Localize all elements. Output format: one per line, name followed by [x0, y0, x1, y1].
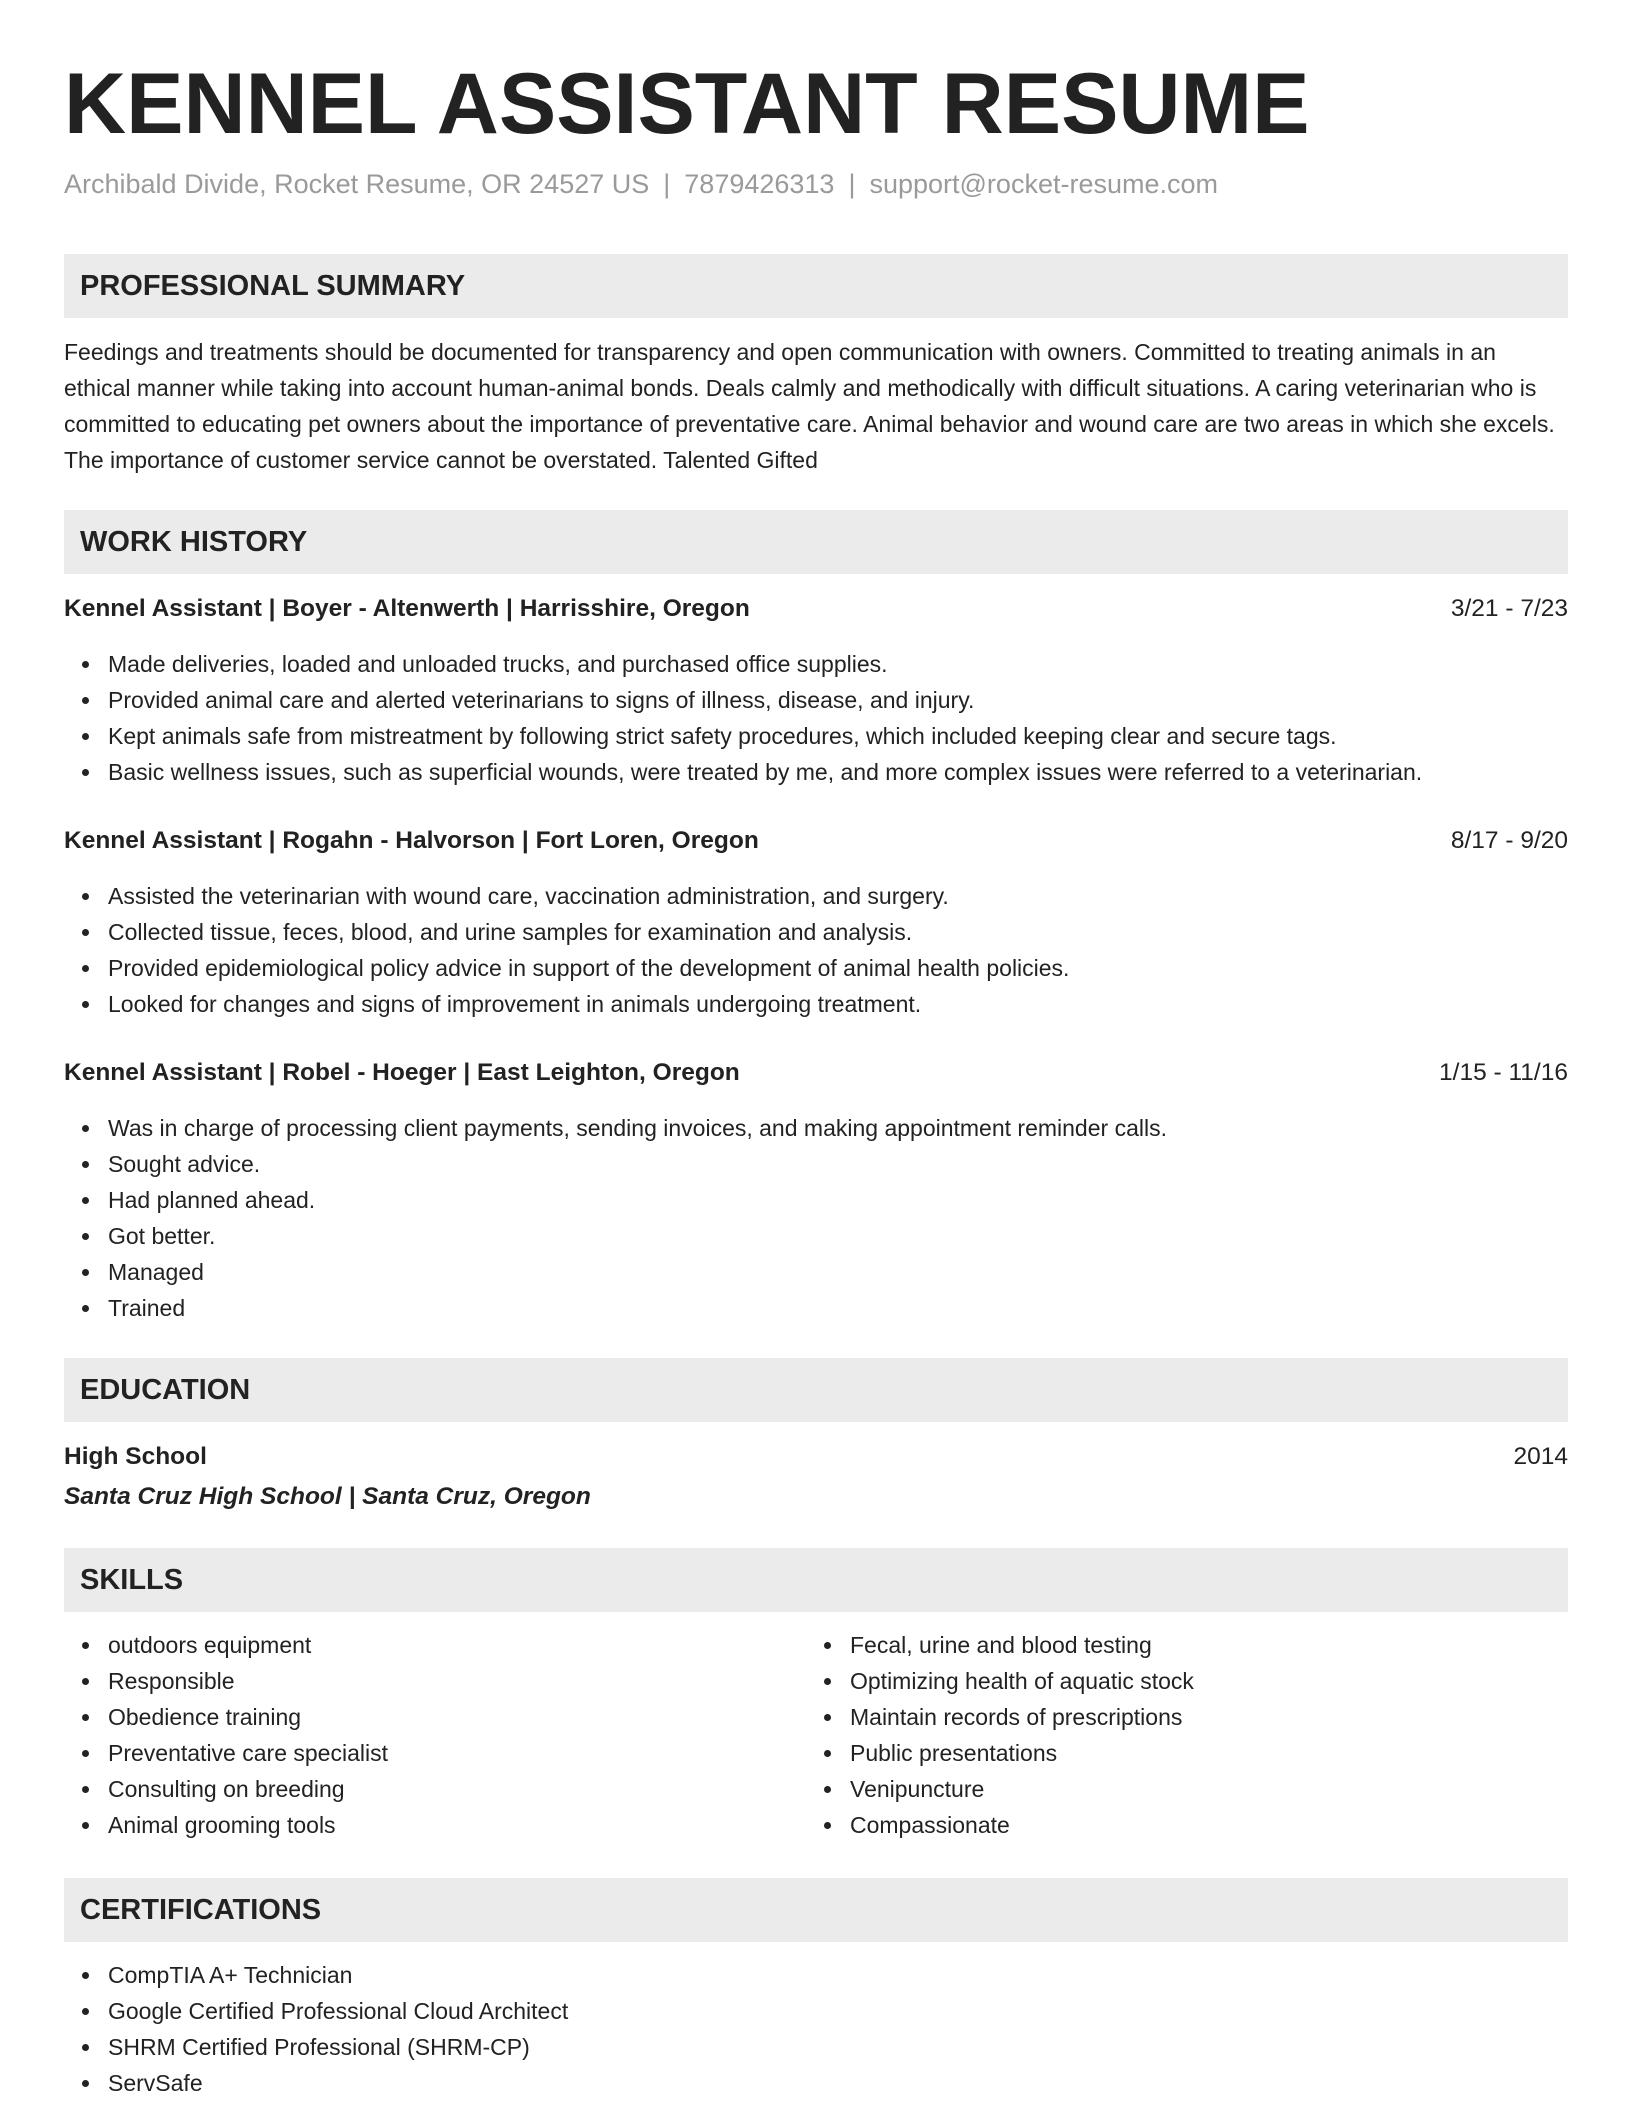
skill-item: Fecal, urine and blood testing — [806, 1627, 1194, 1663]
section-heading-summary: PROFESSIONAL SUMMARY — [64, 254, 1568, 318]
list-item: Kept animals safe from mistreatment by following strict safety procedures, which included keeping clear and secure tags. — [64, 718, 1422, 754]
list-item: Made deliveries, loaded and unloaded trucks, and purchased office supplies. — [64, 646, 1422, 682]
job-bullets — [64, 1110, 1167, 1326]
job-dates: 8/17 - 9/20 — [1450, 827, 1568, 854]
skill-item: Animal grooming tools — [64, 1807, 388, 1843]
section-heading-certifications: CERTIFICATIONS — [64, 1878, 1568, 1942]
list-item: Assisted the veterinarian with wound care, vaccination administration, and surgery. — [64, 878, 1069, 914]
list-item: Basic wellness issues, such as superficial wounds, were treated by me, and more complex issues were referred to a veterinarian. — [64, 754, 1422, 790]
job-bullets — [64, 878, 1069, 1022]
list-item: Sought advice. — [64, 1146, 1167, 1182]
certification-item: Google Certified Professional Cloud Architect — [64, 1993, 568, 2029]
skills-list-right — [806, 1627, 1194, 1843]
list-item: Had planned ahead. — [64, 1182, 1167, 1218]
contact-separator: | — [663, 169, 671, 199]
skill-item: Public presentations — [806, 1735, 1194, 1771]
skill-item: Compassionate — [806, 1807, 1194, 1843]
education-year: 2014 — [1513, 1443, 1568, 1470]
skill-item: Obedience training — [64, 1699, 388, 1735]
job-title: Kennel Assistant | Robel - Hoeger | East Leighton, Oregon — [64, 1059, 740, 1086]
summary-text: Feedings and treatments should be documented for transparency and open communication with owners. Committed to treating animals in an ethical manner while taking into account human-animal bonds. Deals calmly and methodically with difficult situations. A caring veterinarian who is committed to educating pet owners about the importance of preventative care. Animal behavior and wound care are two areas in which she excels. The importance of customer service cannot be overstated. Talented Gifted — [64, 339, 1555, 473]
list-item: Collected tissue, feces, blood, and urine samples for examination and analysis. — [64, 914, 1069, 950]
skill-item: Optimizing health of aquatic stock — [806, 1663, 1194, 1699]
section-heading-work-history: WORK HISTORY — [64, 510, 1568, 574]
education-institution: Santa Cruz High School | Santa Cruz, Oregon — [64, 1483, 591, 1510]
section-heading-education: EDUCATION — [64, 1358, 1568, 1422]
section-heading-skills: SKILLS — [64, 1548, 1568, 1612]
skill-item: Preventative care specialist — [64, 1735, 388, 1771]
list-item: Was in charge of processing client payments, sending invoices, and making appointment reminder calls. — [64, 1110, 1167, 1146]
skill-item: Consulting on breeding — [64, 1771, 388, 1807]
list-item: Provided animal care and alerted veterinarians to signs of illness, disease, and injury. — [64, 682, 1422, 718]
skill-item: Maintain records of prescriptions — [806, 1699, 1194, 1735]
list-item: Provided epidemiological policy advice in support of the development of animal health policies. — [64, 950, 1069, 986]
job-title: Kennel Assistant | Rogahn - Halvorson | Fort Loren, Oregon — [64, 827, 759, 854]
list-item: Managed — [64, 1254, 1167, 1290]
contact-line — [64, 166, 1218, 202]
contact-address: Archibald Divide, Rocket Resume, OR 24527 US — [64, 169, 650, 199]
skills-list-left — [64, 1627, 388, 1843]
contact-email: support@rocket-resume.com — [869, 169, 1218, 199]
list-item: Trained — [64, 1290, 1167, 1326]
job-dates: 3/21 - 7/23 — [1450, 595, 1568, 622]
education-degree: High School — [64, 1443, 207, 1470]
contact-separator: | — [848, 169, 856, 199]
job-title: Kennel Assistant | Boyer - Altenwerth | Harrisshire, Oregon — [64, 595, 750, 622]
job-bullets — [64, 646, 1422, 790]
certification-item: SHRM Certified Professional (SHRM-CP) — [64, 2029, 568, 2065]
certification-item: ServSafe — [64, 2065, 568, 2101]
skill-item: Venipuncture — [806, 1771, 1194, 1807]
contact-phone: 7879426313 — [684, 169, 835, 199]
certification-item: CompTIA A+ Technician — [64, 1957, 568, 1993]
resume-title: KENNEL ASSISTANT RESUME — [64, 56, 1310, 152]
list-item: Got better. — [64, 1218, 1167, 1254]
list-item: Looked for changes and signs of improvement in animals undergoing treatment. — [64, 986, 1069, 1022]
skill-item: outdoors equipment — [64, 1627, 388, 1663]
skill-item: Responsible — [64, 1663, 388, 1699]
job-dates: 1/15 - 11/16 — [1439, 1059, 1568, 1086]
certifications-list — [64, 1957, 568, 2101]
